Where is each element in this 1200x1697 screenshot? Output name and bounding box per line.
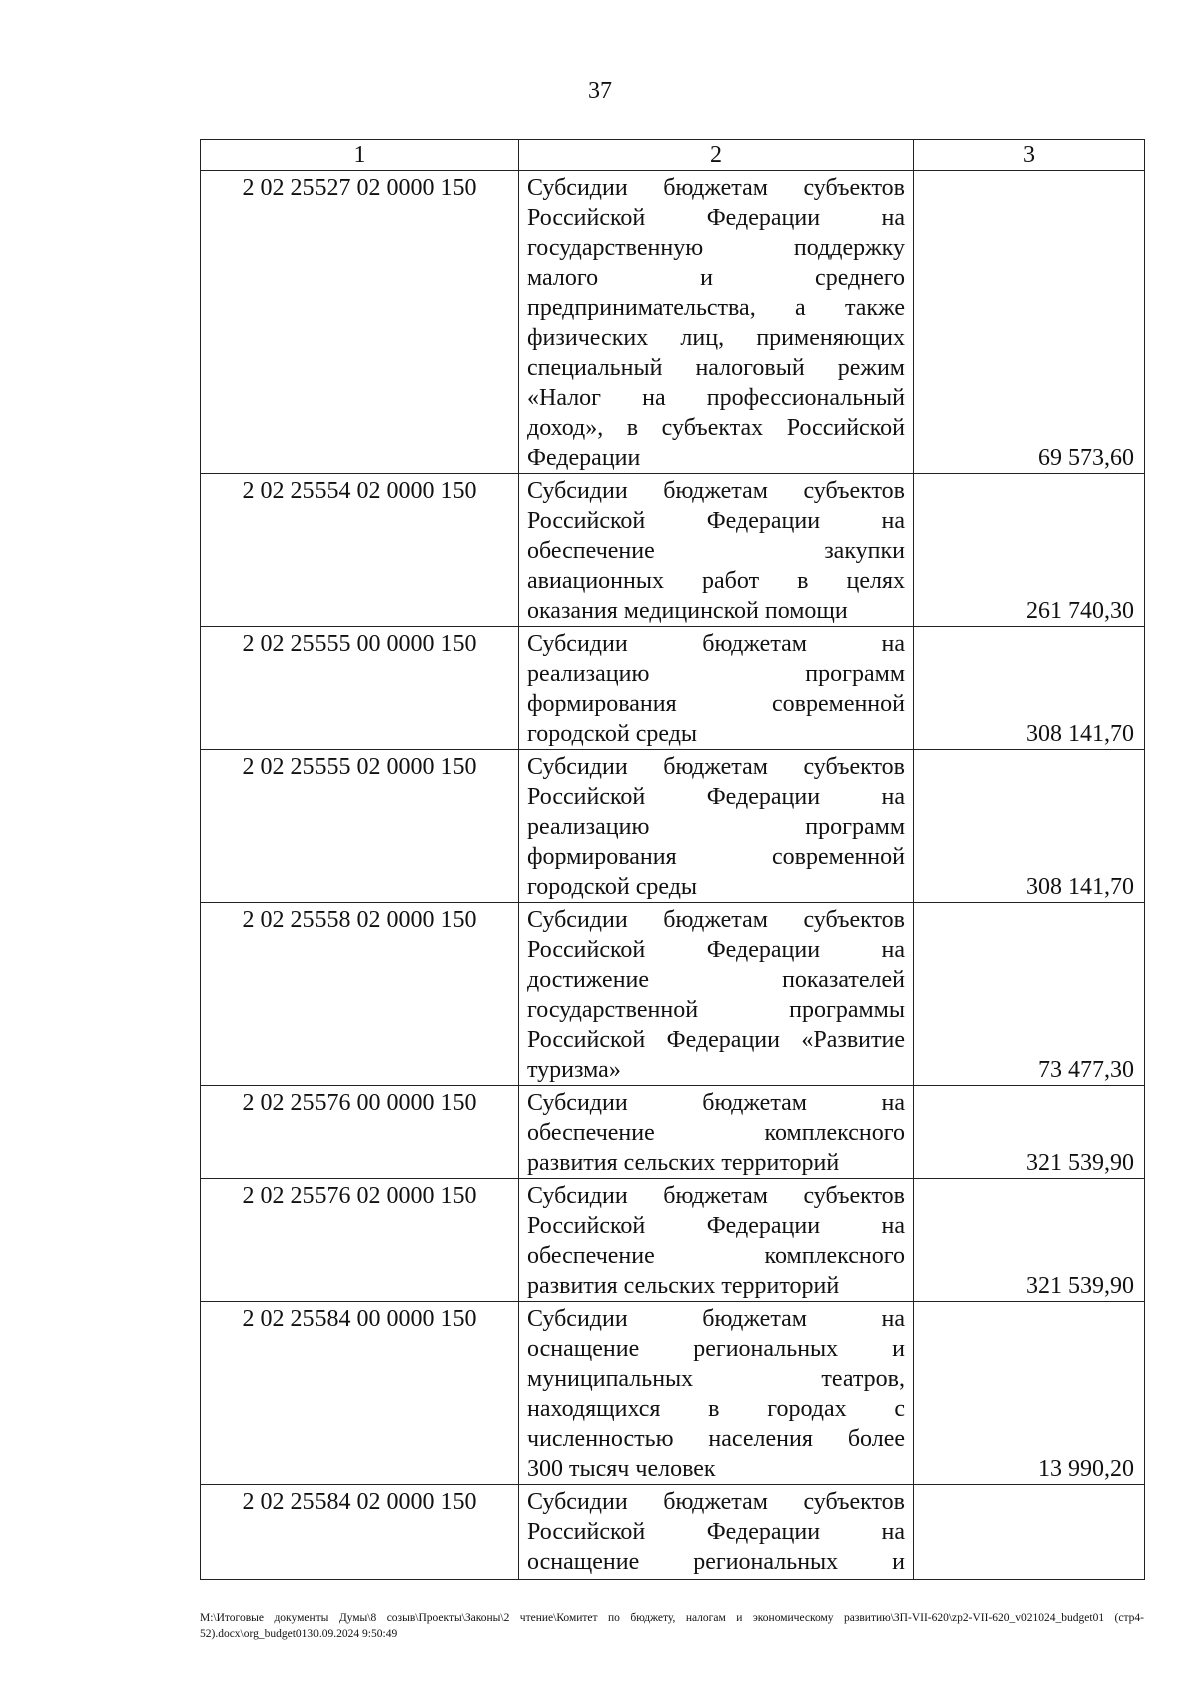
- description-line: численностью населения более: [527, 1426, 905, 1452]
- description-line: физических лиц, применяющих: [527, 325, 905, 351]
- amount-cell: 321 539,90: [914, 1086, 1145, 1179]
- description-line: Российской Федерации на: [527, 205, 905, 231]
- description-line: городской среды: [527, 874, 698, 900]
- description-line: обеспечение комплексного: [527, 1243, 905, 1269]
- description-line: муниципальных театров,: [527, 1366, 905, 1392]
- description-line: городской среды: [527, 721, 698, 747]
- table-row: [201, 1302, 1145, 1485]
- description-line: Российской Федерации на: [527, 1519, 905, 1545]
- description-line: Субсидии бюджетам субъектов: [527, 175, 905, 201]
- amount-cell: 261 740,30: [914, 474, 1145, 627]
- amount-cell: [914, 1485, 1145, 1580]
- description-line: обеспечение закупки: [527, 538, 905, 564]
- description-cell: [519, 474, 914, 627]
- description-line: Субсидии бюджетам субъектов: [527, 1489, 905, 1515]
- budget-code-cell: 2 02 25576 02 0000 150: [201, 1179, 519, 1302]
- budget-table: [200, 139, 1145, 1580]
- description-line: Субсидии бюджетам субъектов: [527, 907, 905, 933]
- table-row: [201, 903, 1145, 1086]
- description-line: туризма»: [527, 1057, 621, 1083]
- table-row: [201, 1179, 1145, 1302]
- description-line: развития сельских территорий: [527, 1150, 840, 1176]
- description-cell: [519, 1179, 914, 1302]
- budget-code-cell: 2 02 25558 02 0000 150: [201, 903, 519, 1086]
- description-cell: [519, 1302, 914, 1485]
- description-line: Федерации: [527, 445, 641, 471]
- description-line: Российской Федерации на: [527, 508, 905, 534]
- table-row: [201, 750, 1145, 903]
- budget-code-cell: 2 02 25527 02 0000 150: [201, 171, 519, 474]
- description-cell: [519, 903, 914, 1086]
- description-line: обеспечение комплексного: [527, 1120, 905, 1146]
- description-cell: [519, 627, 914, 750]
- table-header-row: [201, 140, 1145, 171]
- amount-cell: 308 141,70: [914, 750, 1145, 903]
- description-line: реализацию программ: [527, 814, 905, 840]
- description-line: Российской Федерации на: [527, 937, 905, 963]
- description-line: предпринимательства, а также: [527, 295, 905, 321]
- description-line: Российской Федерации «Развитие: [527, 1027, 905, 1053]
- column-header-code: 1: [201, 140, 519, 171]
- description-line: специальный налоговый режим: [527, 355, 905, 381]
- budget-code-cell: 2 02 25555 02 0000 150: [201, 750, 519, 903]
- column-header-amount: 3: [914, 140, 1145, 171]
- description-line: Субсидии бюджетам субъектов: [527, 754, 905, 780]
- budget-code-cell: 2 02 25554 02 0000 150: [201, 474, 519, 627]
- amount-cell: 308 141,70: [914, 627, 1145, 750]
- description-cell: [519, 750, 914, 903]
- description-line: Субсидии бюджетам на: [527, 1306, 905, 1332]
- table-row: [201, 1485, 1145, 1580]
- description-line: оснащение региональных и: [527, 1336, 905, 1362]
- description-line: малого и среднего: [527, 265, 905, 291]
- description-line: Российской Федерации на: [527, 784, 905, 810]
- budget-table-body: [201, 140, 1145, 1580]
- description-line: развития сельских территорий: [527, 1273, 840, 1299]
- page-number: 37: [588, 78, 612, 104]
- amount-cell: 13 990,20: [914, 1302, 1145, 1485]
- budget-code-cell: 2 02 25584 02 0000 150: [201, 1485, 519, 1580]
- description-line: Субсидии бюджетам субъектов: [527, 478, 905, 504]
- table-row: [201, 627, 1145, 750]
- description-cell: [519, 1485, 914, 1580]
- description-line: государственной программы: [527, 997, 905, 1023]
- description-line: реализацию программ: [527, 661, 905, 687]
- table-row: [201, 1086, 1145, 1179]
- table-row: [201, 171, 1145, 474]
- budget-code-cell: 2 02 25584 00 0000 150: [201, 1302, 519, 1485]
- amount-cell: 73 477,30: [914, 903, 1145, 1086]
- description-line: Субсидии бюджетам на: [527, 631, 905, 657]
- description-line: оснащение региональных и: [527, 1549, 905, 1575]
- description-line: формирования современной: [527, 691, 905, 717]
- description-line: авиационных работ в целях: [527, 568, 905, 594]
- amount-cell: 321 539,90: [914, 1179, 1145, 1302]
- column-header-description: 2: [519, 140, 914, 171]
- description-line: оказания медицинской помощи: [527, 598, 848, 624]
- description-line: «Налог на профессиональный: [527, 385, 905, 411]
- description-line: Субсидии бюджетам на: [527, 1090, 905, 1116]
- description-line: доход», в субъектах Российской: [527, 415, 905, 441]
- description-line: находящихся в городах с: [527, 1396, 905, 1422]
- description-cell: [519, 1086, 914, 1179]
- description-line: 300 тысяч человек: [527, 1456, 716, 1482]
- budget-code-cell: 2 02 25555 00 0000 150: [201, 627, 519, 750]
- table-row: [201, 474, 1145, 627]
- description-line: достижение показателей: [527, 967, 905, 993]
- amount-cell: 69 573,60: [914, 171, 1145, 474]
- budget-code-cell: 2 02 25576 00 0000 150: [201, 1086, 519, 1179]
- description-line: государственную поддержку: [527, 235, 905, 261]
- description-cell: [519, 171, 914, 474]
- description-line: формирования современной: [527, 844, 905, 870]
- document-file-path: М:\Итоговые документы Думы\8 созыв\Проекты\Законы\2 чтение\Комитет по бюджету, налогам и экономическому развитию\ЗП-VII-620\zp2-VII-620_v021024_budget01 (стр4-52).docx\org_budget0130.09.2024 9:50:49: [200, 1612, 1144, 1640]
- description-line: Российской Федерации на: [527, 1213, 905, 1239]
- description-line: Субсидии бюджетам субъектов: [527, 1183, 905, 1209]
